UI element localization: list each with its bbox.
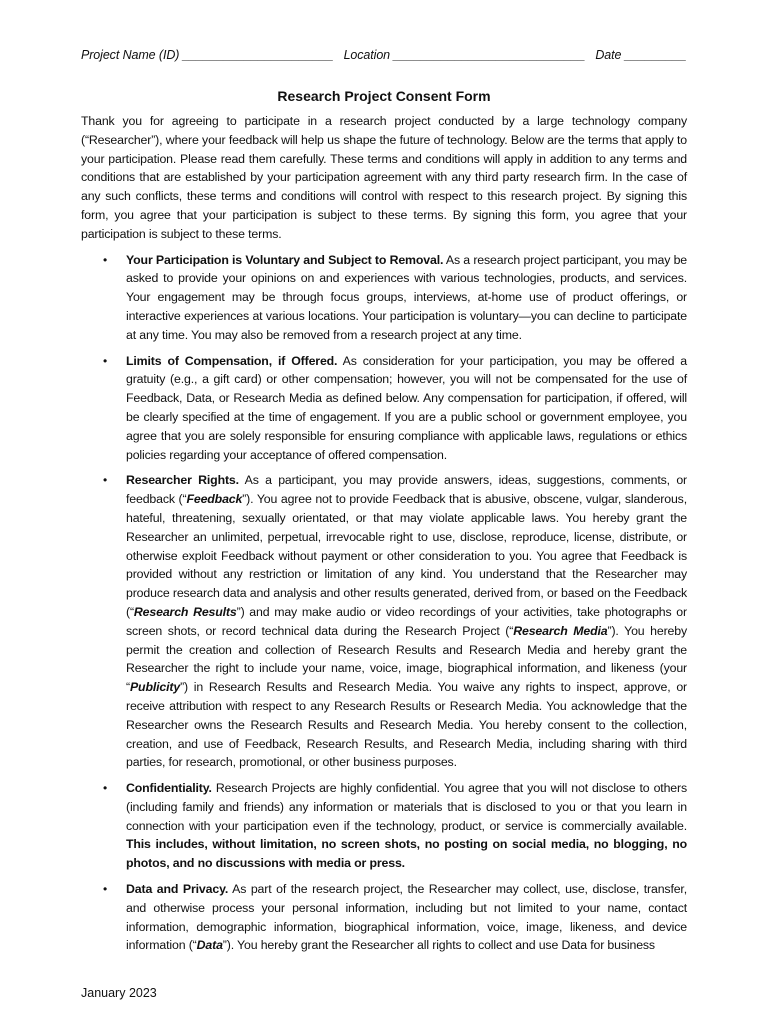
project-name-field[interactable]: Project Name (ID) ______________________ [81,48,334,62]
section-text: As a research project participant, you may be asked to provide your opinions on and experiences with various technologies, products, and services. Your engagement may be through focus groups, interviews, at-home use of product offerings, or interactive experiences at various locations. Your participation is voluntary—you can decline to participate at any time. You may also be removed from a research project at any time. [126,252,687,342]
location-field[interactable]: Location ____________________________ [343,48,586,62]
defined-term-research-media: Research Media [513,623,608,638]
section-text: Research Projects are highly confidential. You agree that you will not disclose to others (including family and friends) any information or materials that is disclosed to you or that you learn in connection with your participation even if the technology, product, or service is commercially available. [126,781,687,833]
section-heading: Confidentiality. [126,781,212,796]
list-item-data-privacy [81,880,687,955]
defined-term-research-results: Research Results [133,604,237,619]
defined-term-publicity: Publicity [129,680,181,695]
section-heading: Limits of Compensation, if Offered. [126,353,338,368]
form-body [81,112,687,962]
bullet-icon: • [103,882,108,897]
page-title: Research Project Consent Form [277,88,491,104]
footer-date: January 2023 [81,986,157,1000]
section-text: ”) in Research Results and Research Media. You waive any rights to inspect, approve, or receive attribution with respect to any Research Results or Research Media. You acknowledge that the Researcher owns the Research Results and Research Media. You hereby consent to the collection, creation, and use of Feedback, Research Results, and Research Media, including sharing with third parties, for research, promotional, or other business purposes. [126,680,687,770]
terms-list [81,251,687,956]
section-heading: Your Participation is Voluntary and Subject to Removal. [126,252,444,267]
defined-term-feedback: Feedback [186,492,243,507]
bullet-icon: • [103,353,108,368]
list-item-voluntary [81,251,687,345]
list-item-confidentiality [81,779,687,873]
section-text: As consideration for your participation, you may be offered a gratuity (e.g., a gift card) or other compensation; however, you will not be compensated for the use of Feedback, Data, or Research Media as defined below. Any compensation for participation, if offered, will be clearly specified at the time of engagement. If you are a public school or government employee, you agree that you are solely responsible for ensuring compliance with applicable laws, regulations or ethics policies regarding your acceptance of offered compensation. [126,353,687,462]
section-text: ”). You agree not to provide Feedback that is abusive, obscene, vulgar, slanderous, hateful, threatening, sexually orientated, or that may violate applicable laws. You hereby grant the Researcher an unlimited, perpetual, irrevocable right to use, disclose, reproduce, license, distribute, or otherwise exploit Feedback without payment or other consideration to you. You agree that Feedback is provided without any restriction or limitation of any kind. You understand that the Researcher may produce research data and analysis and other results generated, derived from, or based on the Feedback (“ [126,492,687,619]
section-text: ”) and may make audio or video recordings of your activities, take photographs or screen shots, or record technical data during the Research Project (“ [126,604,687,638]
section-text: As part of the research project, the Researcher may collect, use, disclose, transfer, and otherwise process your personal information, including but not limited to your name, contact information, demographic information, biographical information, voice, image, likeness, and device information (“ [126,882,687,953]
date-field[interactable]: Date _________ [595,48,687,62]
bullet-icon: • [103,781,108,796]
section-text: As a participant, you may provide answers, ideas, suggestions, comments, or feedback (“ [126,473,688,507]
list-item-researcher-rights [81,471,687,772]
form-header [81,46,691,64]
list-item-compensation [81,352,687,465]
intro-paragraph: Thank you for agreeing to participate in a research project conducted by a large technology company (“Researcher”), where your feedback will help us shape the future of technology. Below are the terms that apply to your participation. Please read them carefully. These terms and conditions will apply in addition to any terms and conditions that are established by your participation agreement with any third party research firm. In the case of any such conflicts, these terms and conditions will control with respect to this research project. By signing this form, you agree that your participation is subject to these terms. By signing this form, you agree that your participation is subject to these terms. [81,114,687,241]
section-text: ”). You hereby permit the creation and collection of Research Results and Research Media and hereby grant the Researcher the right to include your name, voice, image, biographical information, and likeness (your “ [126,623,687,695]
section-heading: Researcher Rights. [126,473,239,488]
section-heading: Data and Privacy. [126,882,229,897]
bullet-icon: • [103,252,108,267]
bullet-icon: • [103,473,108,488]
confidentiality-emphasis: This includes, without limitation, no screen shots, no posting on social media, no blogging, no photos, and no discussions with media or press. [126,837,687,871]
defined-term-data: Data [196,938,223,953]
section-text: ”). You hereby grant the Researcher all rights to collect and use Data for business [222,938,655,953]
